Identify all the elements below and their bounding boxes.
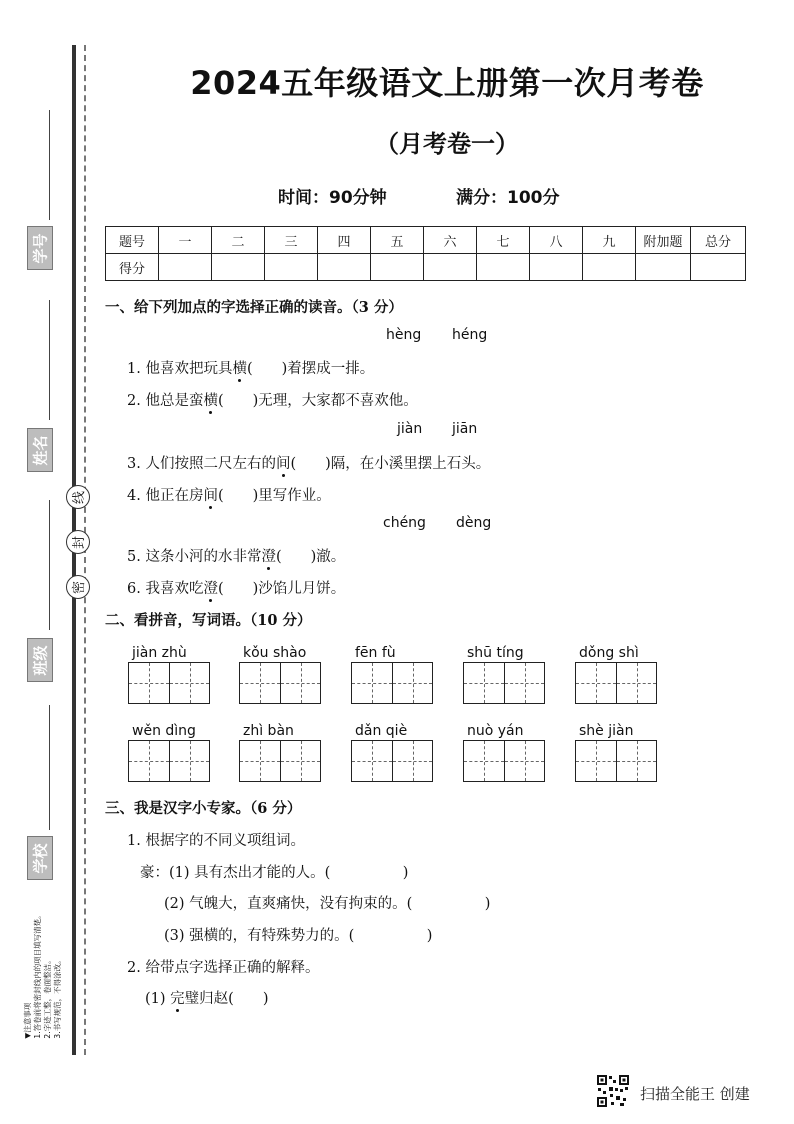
footer-credit: 扫描全能王 创建 [640, 1085, 750, 1103]
full-score-label: 满分：100分 [456, 188, 560, 208]
score-table-header-cell: 题号 [106, 227, 159, 254]
fill-line-class [49, 500, 50, 630]
word-pinyin: jiàn zhù [132, 645, 187, 661]
question-3-2: 2. 给带点字选择正确的解释。 [127, 960, 320, 976]
question-3-2-1: (1) 完璧归赵( ) [145, 987, 268, 1008]
question-1-5: 5. 这条小河的水非常澄( )澈。 [127, 545, 345, 566]
word-grid[interactable] [351, 722, 433, 782]
seal-mark-1: 线 [66, 485, 90, 509]
word-grid[interactable] [128, 644, 210, 704]
word-grid[interactable] [575, 722, 657, 782]
score-table-row-label: 得分 [106, 254, 159, 281]
score-input-cell[interactable] [159, 254, 212, 281]
score-table-score-row [106, 254, 746, 281]
section-1-title: 一、给下列加点的字选择正确的读音。（3 分） [105, 299, 403, 316]
question-3-1-a: 豪：(1) 具有杰出才能的人。( ) [140, 865, 409, 881]
score-table [105, 226, 746, 281]
pinyin-option: dèng [456, 515, 492, 531]
word-grid[interactable] [463, 644, 545, 704]
score-table-header-cell: 九 [583, 227, 636, 254]
score-input-cell[interactable] [691, 254, 746, 281]
word-pinyin: fēn fù [355, 645, 396, 661]
word-grid[interactable] [128, 722, 210, 782]
score-table-header-cell: 八 [530, 227, 583, 254]
question-1-4: 4. 他正在房间( )里写作业。 [127, 484, 331, 505]
label-class: 班级 [27, 638, 53, 682]
word-grid[interactable] [351, 644, 433, 704]
section-3-title: 三、我是汉字小专家。（6 分） [105, 800, 302, 817]
score-table-header-cell: 总分 [691, 227, 746, 254]
score-table-header-cell: 七 [477, 227, 530, 254]
score-table-header-cell: 四 [318, 227, 371, 254]
label-name: 姓名 [27, 428, 53, 472]
score-table-header-cell: 五 [371, 227, 424, 254]
fill-line-name [49, 300, 50, 420]
word-pinyin: shū tíng [467, 645, 524, 661]
dotted-char: 横 [232, 357, 247, 378]
question-1-3: 3. 人们按照二尺左右的间( )隔，在小溪里摆上石头。 [127, 452, 490, 473]
fill-line-student-id [49, 110, 50, 220]
score-input-cell[interactable] [424, 254, 477, 281]
pinyin-option: chéng [383, 515, 426, 531]
word-pinyin: dǒng shì [579, 645, 639, 661]
section-2-title: 二、看拼音，写词语。（10 分） [105, 612, 312, 629]
score-input-cell[interactable] [265, 254, 318, 281]
score-table-header-cell: 六 [424, 227, 477, 254]
word-grid[interactable] [463, 722, 545, 782]
word-pinyin: kǒu shào [243, 645, 307, 661]
score-input-cell[interactable] [477, 254, 530, 281]
score-input-cell[interactable] [636, 254, 691, 281]
score-table-header-cell: 附加题 [636, 227, 691, 254]
pinyin-option: jiān [452, 421, 478, 437]
word-pinyin: nuò yán [467, 723, 524, 739]
word-grid[interactable] [575, 644, 657, 704]
question-3-1-b: (2) 气魄大，直爽痛快，没有拘束的。( ) [164, 896, 491, 912]
label-student-id: 学号 [27, 226, 53, 270]
pinyin-option: jiàn [397, 421, 423, 437]
question-1-1: 1. 他喜欢把玩具横( )着摆成一排。 [127, 357, 374, 378]
label-school: 学校 [27, 836, 53, 880]
question-3-1-c: (3) 强横的，有特殊势力的。( ) [164, 928, 433, 944]
qr-code-icon [596, 1074, 630, 1108]
question-1-2: 2. 他总是蛮横( )无理，大家都不喜欢他。 [127, 389, 418, 410]
score-input-cell[interactable] [212, 254, 265, 281]
dotted-char: 澄 [261, 545, 276, 566]
score-input-cell[interactable] [371, 254, 424, 281]
page-title: 2024五年级语文上册第一次月考卷 [190, 64, 704, 102]
notice-text: ▼注意事项 1.答卷前将密封线内的项目填写清楚。 2.字迹工整，卷面整洁。 3.书写规范，不得涂改。 [23, 911, 62, 1039]
pinyin-option: héng [452, 327, 488, 343]
word-pinyin: zhì bàn [243, 723, 294, 739]
word-grid[interactable] [239, 722, 321, 782]
page-subtitle: （月考卷一） [375, 130, 519, 158]
seal-mark-2: 封 [66, 530, 90, 554]
dotted-char: 澄 [203, 577, 218, 598]
dotted-char: 间 [203, 484, 218, 505]
score-table-header-cell: 三 [265, 227, 318, 254]
dotted-char: 间 [276, 452, 291, 473]
time-label: 时间：90分钟 [278, 188, 387, 208]
score-table-header-cell: 二 [212, 227, 265, 254]
dotted-char: 完 [170, 987, 185, 1008]
question-1-6: 6. 我喜欢吃澄( )沙馅儿月饼。 [127, 577, 345, 598]
score-input-cell[interactable] [318, 254, 371, 281]
word-pinyin: wěn dìng [132, 723, 196, 739]
seal-mark-3: 密 [66, 575, 90, 599]
dotted-char: 横 [203, 389, 218, 410]
word-grid[interactable] [239, 644, 321, 704]
score-input-cell[interactable] [583, 254, 636, 281]
word-pinyin: dǎn qiè [355, 723, 408, 739]
pinyin-option: hèng [386, 327, 422, 343]
question-3-1: 1. 根据字的不同义项组词。 [127, 833, 305, 849]
fill-line-school [49, 705, 50, 830]
word-pinyin: shè jiàn [579, 723, 634, 739]
score-table-header-cell: 一 [159, 227, 212, 254]
score-input-cell[interactable] [530, 254, 583, 281]
score-table-header-row [106, 227, 746, 254]
